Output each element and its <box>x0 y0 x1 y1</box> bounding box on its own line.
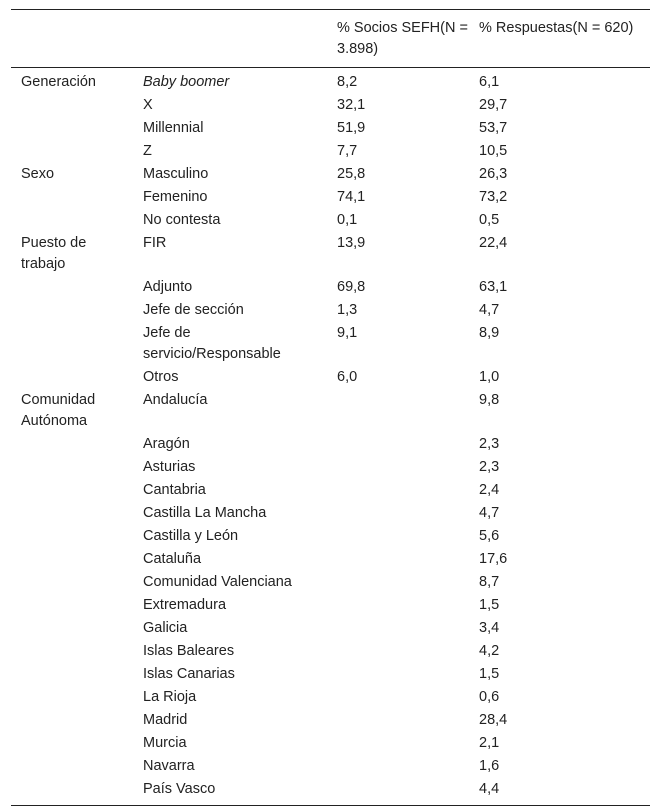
cell-socios-value: 0,1 <box>337 212 358 228</box>
cell-respuestas-value: 26,3 <box>479 166 508 182</box>
cell-socios-value <box>330 502 475 525</box>
cell-socios-value: 69,8 <box>337 279 366 295</box>
cell-subcategory: Castilla y León <box>143 528 239 544</box>
cell-category <box>11 94 133 117</box>
cell-subcategory: Otros <box>143 369 179 385</box>
cell-respuestas-value: 2,3 <box>479 459 500 475</box>
table-row <box>11 709 650 732</box>
cell-category <box>11 640 133 663</box>
cell-socios-value <box>330 640 475 663</box>
cell-respuestas-value: 28,4 <box>479 712 508 728</box>
cell-category <box>11 571 133 594</box>
table-row <box>11 571 650 594</box>
cell-subcategory: Jefe de servicio/Responsable <box>143 325 281 362</box>
table-row <box>11 663 650 686</box>
cell-subcategory: No contesta <box>143 212 221 228</box>
header-cell-respuestas: % Respuestas(N = 620) <box>475 10 650 68</box>
cell-category <box>11 617 133 640</box>
cell-category <box>11 322 133 366</box>
cell-respuestas-value: 8,9 <box>479 325 500 341</box>
cell-respuestas-value: 0,6 <box>479 689 500 705</box>
cell-socios-value <box>330 389 475 433</box>
cell-respuestas-value: 17,6 <box>479 551 508 567</box>
cell-respuestas-value: 29,7 <box>479 97 508 113</box>
cell-respuestas-value: 1,5 <box>479 597 500 613</box>
cell-socios-value <box>330 548 475 571</box>
table-row <box>11 322 650 366</box>
cell-socios-value <box>330 479 475 502</box>
cell-category <box>11 686 133 709</box>
cell-subcategory: Aragón <box>143 436 190 452</box>
cell-category <box>11 755 133 778</box>
cell-respuestas-value: 2,3 <box>479 436 500 452</box>
cell-subcategory: Cantabria <box>143 482 206 498</box>
table-row <box>11 117 650 140</box>
cell-socios-value: 25,8 <box>337 166 366 182</box>
cell-category: Puesto de trabajo <box>21 235 87 272</box>
table-row <box>11 755 650 778</box>
cell-socios-value <box>330 525 475 548</box>
table-row <box>11 68 650 95</box>
header-cell-subcategory <box>133 10 330 68</box>
table-body <box>11 68 650 806</box>
cell-subcategory: La Rioja <box>143 689 197 705</box>
cell-respuestas-value: 4,2 <box>479 643 500 659</box>
cell-socios-value <box>330 755 475 778</box>
data-table <box>11 9 650 806</box>
cell-category <box>11 594 133 617</box>
cell-respuestas-value: 22,4 <box>479 235 508 251</box>
cell-subcategory: Castilla La Mancha <box>143 505 267 521</box>
cell-socios-value <box>330 663 475 686</box>
cell-respuestas-value: 2,1 <box>479 735 500 751</box>
cell-subcategory: Andalucía <box>143 392 208 408</box>
cell-subcategory: Islas Baleares <box>143 643 235 659</box>
table-row <box>11 276 650 299</box>
cell-subcategory: Baby boomer <box>143 74 230 90</box>
cell-socios-value: 7,7 <box>337 143 358 159</box>
table-row <box>11 640 650 663</box>
table-row <box>11 456 650 479</box>
cell-subcategory: País Vasco <box>133 778 330 806</box>
cell-subcategory: Jefe de sección <box>143 302 244 318</box>
cell-category <box>11 732 133 755</box>
cell-category <box>11 525 133 548</box>
cell-category: Comunidad Autónoma <box>21 392 96 429</box>
cell-socios-value: 9,1 <box>337 325 358 341</box>
cell-subcategory: Adjunto <box>143 279 193 295</box>
table-row <box>11 433 650 456</box>
cell-respuestas-value: 1,5 <box>479 666 500 682</box>
table-row <box>11 617 650 640</box>
data-table-container <box>11 9 650 806</box>
table-row <box>11 232 650 276</box>
table-row <box>11 525 650 548</box>
table-row <box>11 186 650 209</box>
header-cell-socios: % Socios SEFH(N = 3.898) <box>330 10 475 68</box>
cell-category <box>11 209 133 232</box>
cell-respuestas-value: 73,2 <box>479 189 508 205</box>
cell-socios-value <box>330 433 475 456</box>
table-row <box>11 163 650 186</box>
table-row <box>11 548 650 571</box>
cell-respuestas-value: 1,6 <box>479 758 500 774</box>
cell-subcategory: Navarra <box>143 758 195 774</box>
table-row <box>11 686 650 709</box>
cell-category <box>11 479 133 502</box>
cell-respuestas-value: 53,7 <box>479 120 508 136</box>
cell-socios-value <box>330 709 475 732</box>
cell-subcategory: Masculino <box>143 166 209 182</box>
cell-category <box>11 433 133 456</box>
cell-category <box>11 548 133 571</box>
table-row <box>11 479 650 502</box>
cell-category <box>11 276 133 299</box>
cell-respuestas-value: 9,8 <box>479 392 500 408</box>
cell-socios-value <box>330 686 475 709</box>
cell-socios-value: 1,3 <box>337 302 358 318</box>
cell-category <box>11 299 133 322</box>
cell-subcategory: Asturias <box>143 459 196 475</box>
cell-socios-value: 74,1 <box>337 189 366 205</box>
cell-subcategory: Cataluña <box>143 551 202 567</box>
cell-subcategory: FIR <box>143 235 167 251</box>
table-header <box>11 10 650 68</box>
header-row <box>11 10 650 68</box>
cell-category <box>11 366 133 389</box>
cell-subcategory: X <box>143 97 153 113</box>
cell-socios-value <box>330 617 475 640</box>
cell-socios-value: 6,0 <box>337 369 358 385</box>
cell-category <box>11 502 133 525</box>
table-row <box>11 94 650 117</box>
cell-category <box>11 117 133 140</box>
cell-category: Generación <box>21 74 96 90</box>
cell-respuestas-value: 6,1 <box>479 74 500 90</box>
cell-category <box>11 140 133 163</box>
cell-subcategory: Z <box>143 143 152 159</box>
cell-category <box>11 663 133 686</box>
table-row <box>11 502 650 525</box>
cell-socios-value: 8,2 <box>337 74 358 90</box>
table-row <box>11 732 650 755</box>
cell-socios-value <box>330 456 475 479</box>
cell-respuestas-value: 5,6 <box>479 528 500 544</box>
cell-socios-value: 13,9 <box>337 235 366 251</box>
cell-socios-value <box>330 594 475 617</box>
cell-category <box>11 186 133 209</box>
cell-subcategory: Murcia <box>143 735 187 751</box>
cell-respuestas-value: 2,4 <box>479 482 500 498</box>
cell-respuestas-value: 8,7 <box>479 574 500 590</box>
cell-respuestas-value: 4,7 <box>479 302 500 318</box>
cell-respuestas-value: 0,5 <box>479 212 500 228</box>
cell-subcategory: Madrid <box>143 712 188 728</box>
table-row <box>11 594 650 617</box>
cell-category <box>11 456 133 479</box>
cell-respuestas-value: 10,5 <box>479 143 508 159</box>
cell-subcategory: Extremadura <box>143 597 227 613</box>
table-row <box>11 366 650 389</box>
cell-category: Sexo <box>21 166 55 182</box>
cell-subcategory: Comunidad Valenciana <box>143 574 292 590</box>
cell-respuestas-value: 3,4 <box>479 620 500 636</box>
table-row <box>11 209 650 232</box>
table-row <box>11 140 650 163</box>
cell-socios-value <box>330 571 475 594</box>
cell-subcategory: Femenino <box>143 189 208 205</box>
cell-respuestas-value: 4,4 <box>475 778 650 806</box>
cell-socios-value: 32,1 <box>337 97 366 113</box>
cell-subcategory: Galicia <box>143 620 188 636</box>
cell-respuestas-value: 63,1 <box>479 279 508 295</box>
cell-subcategory: Millennial <box>143 120 204 136</box>
table-row <box>11 389 650 433</box>
cell-category <box>11 709 133 732</box>
cell-respuestas-value: 1,0 <box>479 369 500 385</box>
table-row <box>11 299 650 322</box>
cell-socios-value: 51,9 <box>337 120 366 136</box>
cell-socios-value <box>330 732 475 755</box>
header-cell-category <box>11 10 133 68</box>
cell-respuestas-value: 4,7 <box>479 505 500 521</box>
cell-subcategory: Islas Canarias <box>143 666 235 682</box>
